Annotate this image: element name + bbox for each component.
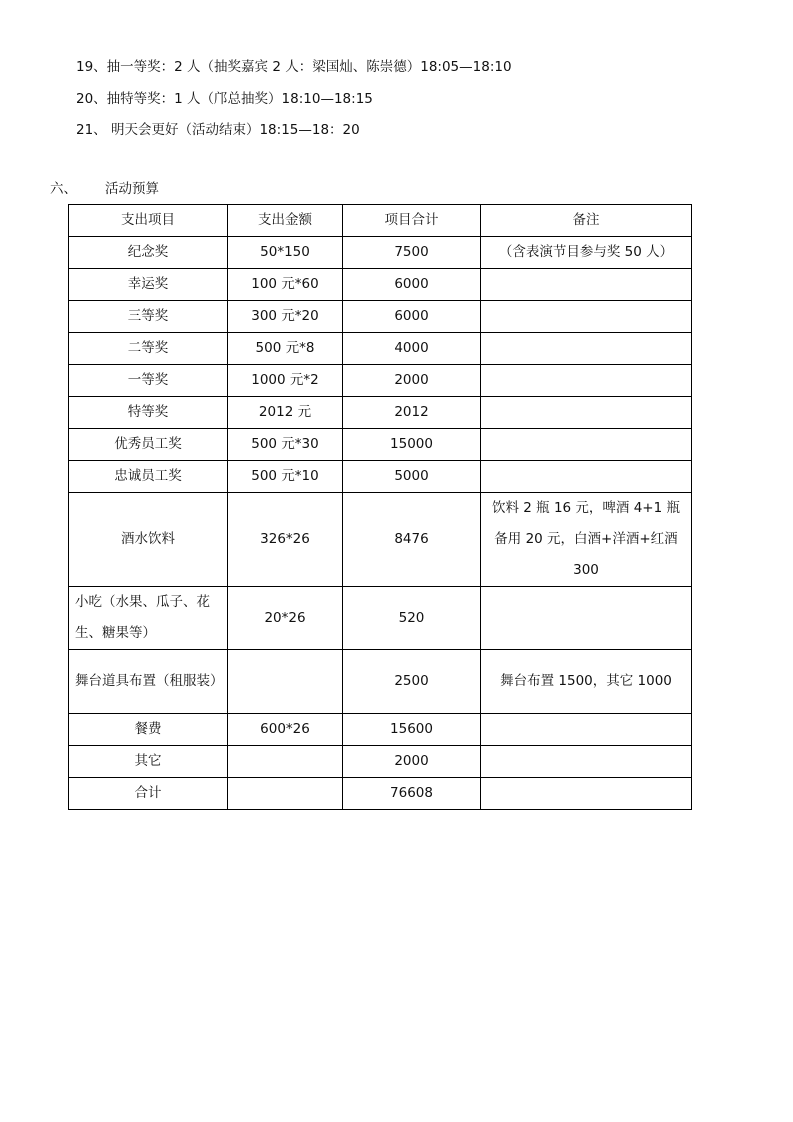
schedule-item-20: 20、抽特等奖：1 人（邝总抽奖）18:10—18:15 — [76, 91, 373, 107]
table-cell: 6000 — [343, 269, 481, 301]
table-cell — [228, 778, 343, 810]
table-cell — [481, 587, 692, 650]
table-cell: 76608 — [343, 778, 481, 810]
table-cell: 15000 — [343, 429, 481, 461]
table-cell: 5000 — [343, 461, 481, 493]
table-cell — [481, 714, 692, 746]
table-cell — [481, 397, 692, 429]
table-cell: 20*26 — [228, 587, 343, 650]
header-cell: 支出金额 — [228, 205, 343, 237]
table-row — [69, 493, 692, 587]
table-row — [69, 301, 692, 333]
table-cell: 饮料 2 瓶 16 元，啤酒 4+1 瓶备用 20 元，白酒+洋酒+红酒 300 — [481, 493, 692, 587]
table-cell: 舞台布置 1500，其它 1000 — [481, 650, 692, 714]
table-cell: 2000 — [343, 365, 481, 397]
table-cell: 餐费 — [69, 714, 228, 746]
table-cell: 酒水饮料 — [69, 493, 228, 587]
table-cell: 2500 — [343, 650, 481, 714]
table-cell: 500 元*30 — [228, 429, 343, 461]
table-row — [69, 778, 692, 810]
table-cell: 600*26 — [228, 714, 343, 746]
table-cell: 优秀员工奖 — [69, 429, 228, 461]
table-cell — [228, 650, 343, 714]
table-cell — [481, 778, 692, 810]
table-cell: 三等奖 — [69, 301, 228, 333]
table-cell: 500 元*8 — [228, 333, 343, 365]
table-cell: 4000 — [343, 333, 481, 365]
table-cell — [228, 746, 343, 778]
table-cell: 15600 — [343, 714, 481, 746]
schedule-item-19: 19、抽一等奖：2 人（抽奖嘉宾 2 人：梁国灿、陈崇德）18:05—18:10 — [76, 59, 512, 75]
table-cell — [481, 333, 692, 365]
table-header-row — [69, 205, 692, 237]
header-cell: 备注 — [481, 205, 692, 237]
header-cell: 项目合计 — [343, 205, 481, 237]
table-cell — [481, 301, 692, 333]
table-cell: 8476 — [343, 493, 481, 587]
table-cell: 特等奖 — [69, 397, 228, 429]
table-cell: 50*150 — [228, 237, 343, 269]
table-row — [69, 746, 692, 778]
section-title: 活动预算 — [105, 181, 159, 197]
table-cell: 326*26 — [228, 493, 343, 587]
table-cell: 幸运奖 — [69, 269, 228, 301]
table-cell: 2000 — [343, 746, 481, 778]
table-cell: 300 元*20 — [228, 301, 343, 333]
table-cell: 6000 — [343, 301, 481, 333]
table-cell — [481, 746, 692, 778]
table-row — [69, 269, 692, 301]
section-number: 六、 — [50, 181, 77, 197]
table-cell: 2012 元 — [228, 397, 343, 429]
table-cell: （含表演节目参与奖 50 人） — [481, 237, 692, 269]
table-cell: 纪念奖 — [69, 237, 228, 269]
table-cell: 520 — [343, 587, 481, 650]
table-cell: 2012 — [343, 397, 481, 429]
table-row — [69, 365, 692, 397]
table-row — [69, 429, 692, 461]
table-cell — [481, 269, 692, 301]
table-row — [69, 333, 692, 365]
table-cell: 小吃（水果、瓜子、花生、糖果等） — [69, 587, 228, 650]
table-row — [69, 714, 692, 746]
table-row — [69, 587, 692, 650]
table-cell — [481, 365, 692, 397]
table-cell: 500 元*10 — [228, 461, 343, 493]
table-row — [69, 650, 692, 714]
table-row — [69, 397, 692, 429]
header-cell: 支出项目 — [69, 205, 228, 237]
table-cell — [481, 429, 692, 461]
budget-table — [68, 204, 692, 810]
table-cell: 忠诚员工奖 — [69, 461, 228, 493]
table-cell — [481, 461, 692, 493]
table-cell: 舞台道具布置（租服装） — [69, 650, 228, 714]
table-cell: 其它 — [69, 746, 228, 778]
table-cell: 7500 — [343, 237, 481, 269]
schedule-item-21: 21、 明天会更好（活动结束）18:15—18：20 — [76, 122, 360, 138]
table-row — [69, 237, 692, 269]
table-row — [69, 461, 692, 493]
table-cell: 100 元*60 — [228, 269, 343, 301]
table-cell: 一等奖 — [69, 365, 228, 397]
table-cell: 二等奖 — [69, 333, 228, 365]
table-cell: 1000 元*2 — [228, 365, 343, 397]
table-cell: 合计 — [69, 778, 228, 810]
